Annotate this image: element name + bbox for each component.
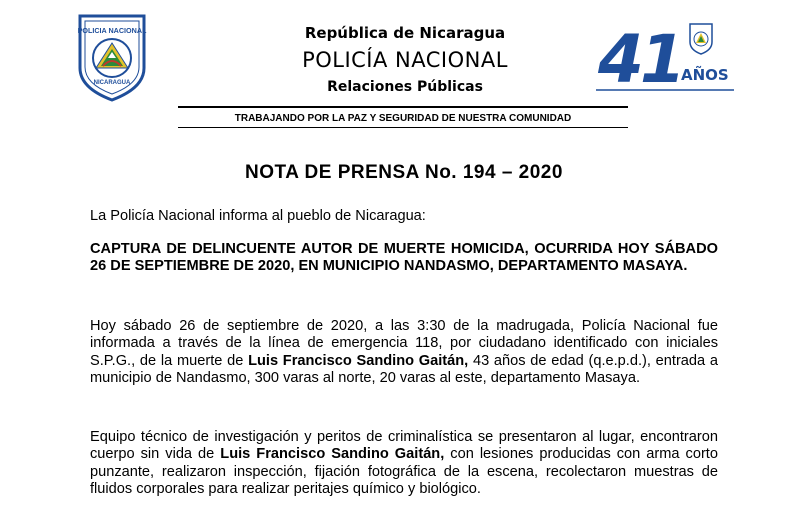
press-release-title: NOTA DE PRENSA No. 194 – 2020 — [245, 162, 563, 183]
paragraph-2-text-b: con lesiones producidas con arma corto punzante, realizaron inspección, fijación fotográfica de la escena, recolectaron muestras de fluidos corporales para realizar peritajes químico y biológico. — [90, 446, 718, 498]
victim-name: Luis Francisco Sandino Gaitán, — [248, 352, 469, 369]
intro-line: La Policía Nacional informa al pueblo de Nicaragua: — [90, 208, 426, 224]
anniversary-logo — [596, 14, 736, 98]
paragraph-1 — [90, 318, 718, 388]
country-name: República de Nicaragua — [304, 24, 506, 42]
motto: TRABAJANDO POR LA PAZ Y SEGURIDAD DE NUESTRA COMUNIDAD — [234, 113, 572, 124]
paragraph-2-text-a: Equipo técnico de investigación y peritos de criminalística se presentaron al lugar, encontraron cuerpo sin vida de — [90, 429, 718, 463]
institution-name: POLICÍA NACIONAL — [302, 48, 508, 72]
victim-name-2: Luis Francisco Sandino Gaitán, — [220, 446, 445, 463]
paragraph-1-text-b: 43 años de edad (q.e.p.d.), entrada a municipio de Nandasmo, 300 varas al norte, 20 varas al este, departamento Masaya. — [90, 352, 718, 387]
letterhead — [250, 22, 560, 98]
seal-text-top: POLICIA NACIONAL — [77, 26, 147, 35]
paragraph-1-text-a: Hoy sábado 26 de septiembre de 2020, a las 3:30 de la madrugada, Policía Nacional fue informada a través de la línea de emergencia 118, por ciudadano identificado con iniciales S.P.G., de la muerte de — [90, 318, 718, 369]
anniversary-word: AÑOS — [681, 66, 729, 84]
small-seal-icon — [690, 24, 712, 54]
anniversary-number: 41 — [598, 21, 682, 98]
header-rule-bottom — [178, 127, 628, 128]
headline: CAPTURA DE DELINCUENTE AUTOR DE MUERTE HOMICIDA, OCURRIDA HOY SÁBADO 26 DE SEPTIEMBRE DE 2020, EN MUNICIPIO NANDASMO, DEPARTAMENTO MASAYA. — [90, 241, 718, 275]
seal-text-bottom: NICARAGUA — [93, 80, 131, 86]
police-seal-logo — [76, 12, 148, 102]
header-rule-top — [178, 106, 628, 108]
department-name: Relaciones Públicas — [327, 79, 483, 95]
paragraph-2 — [90, 429, 718, 499]
